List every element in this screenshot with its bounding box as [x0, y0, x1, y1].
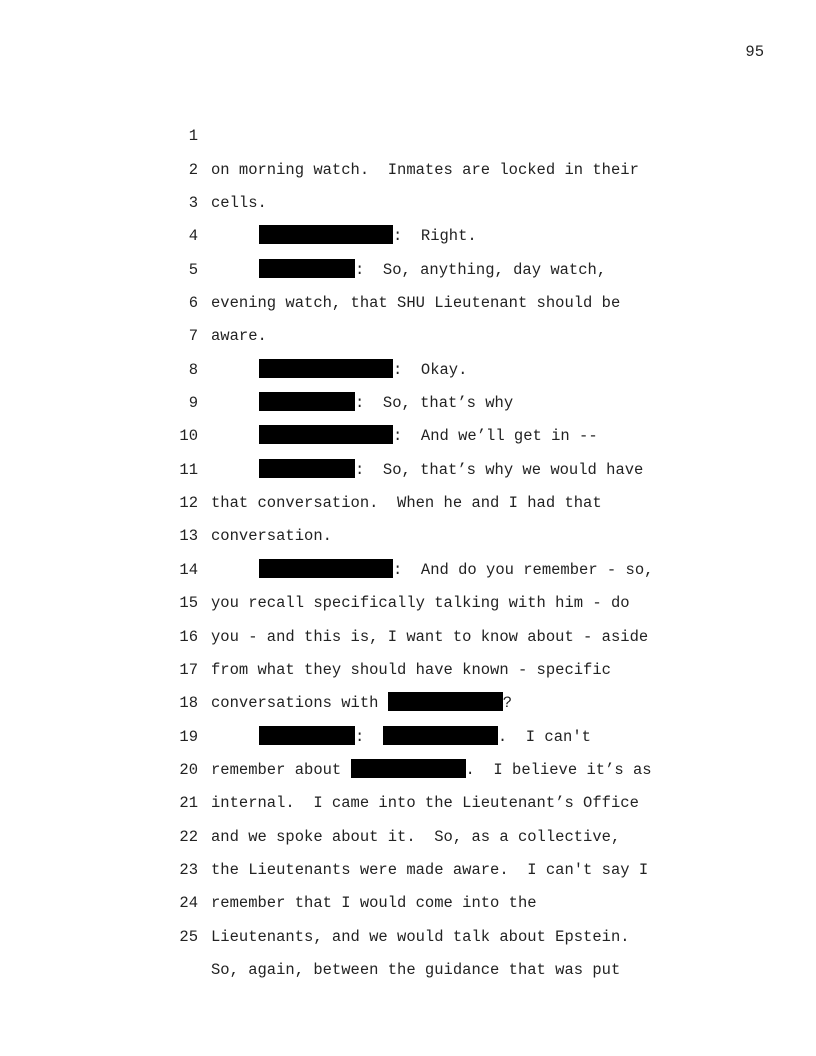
- line-number: 22: [179, 827, 198, 846]
- line-text: aware.: [211, 327, 267, 346]
- line-text: . I believe it’s as: [465, 760, 652, 779]
- line-number: 11: [179, 460, 198, 479]
- line-number: 7: [188, 327, 198, 346]
- line-text: remember about: [211, 760, 351, 779]
- line-number: 21: [179, 794, 198, 813]
- line-number: 8: [188, 360, 198, 379]
- line-text: : Okay.: [393, 360, 468, 379]
- line-number: 23: [179, 860, 198, 879]
- line-text: cells.: [211, 194, 267, 213]
- line-number: 24: [179, 894, 198, 913]
- line-text: : So, that’s why: [355, 394, 514, 413]
- transcript-line: [0, 87, 816, 179]
- line-number: 14: [179, 560, 198, 579]
- line-number: 19: [179, 727, 198, 746]
- line-number: 15: [179, 594, 198, 613]
- line-number: 6: [188, 294, 198, 313]
- line-number: 13: [179, 527, 198, 546]
- line-text: : So, anything, day watch,: [355, 260, 607, 279]
- line-number: 4: [188, 227, 198, 246]
- line-text: remember that I would come into the: [211, 894, 537, 913]
- line-number: 10: [179, 427, 198, 446]
- line-number: 18: [179, 694, 198, 713]
- line-number: 3: [188, 194, 198, 213]
- line-text: : Right.: [393, 227, 477, 246]
- transcript-body: [0, 87, 816, 979]
- line-number: 12: [179, 494, 198, 513]
- line-number: 20: [179, 760, 198, 779]
- line-text: you recall specifically talking with him - do: [211, 594, 630, 613]
- line-text: So, again, between the guidance that was put: [211, 960, 621, 979]
- line-number: 9: [188, 394, 198, 413]
- line-number: 25: [179, 927, 198, 946]
- line-text: evening watch, that SHU Lieutenant should be: [211, 294, 621, 313]
- line-number: 17: [179, 660, 198, 679]
- line-text: from what they should have known - specific: [211, 660, 611, 679]
- line-text: that conversation. When he and I had that: [211, 494, 602, 513]
- line-text: ?: [502, 694, 513, 713]
- line-text: : So, that’s why we would have: [355, 460, 644, 479]
- page-number: 95: [745, 43, 764, 61]
- line-number: 5: [188, 260, 198, 279]
- line-text: conversation.: [211, 527, 332, 546]
- line-text: . I can't: [497, 727, 591, 746]
- line-text: : And we’ll get in --: [393, 427, 598, 446]
- line-number: 2: [188, 160, 198, 179]
- line-text: internal. I came into the Lieutenant’s Office: [211, 794, 639, 813]
- line-text: : And do you remember - so,: [393, 560, 654, 579]
- line-number: 1: [188, 127, 198, 146]
- line-text: :: [355, 727, 383, 746]
- line-text: conversations with: [211, 694, 388, 713]
- line-text: Lieutenants, and we would talk about Epstein.: [211, 927, 630, 946]
- line-text: and we spoke about it. So, as a collective,: [211, 827, 621, 846]
- line-text: you - and this is, I want to know about - aside: [211, 627, 649, 646]
- line-text: the Lieutenants were made aware. I can't say I: [211, 860, 649, 879]
- line-number: 16: [179, 627, 198, 646]
- line-text: on morning watch. Inmates are locked in their: [211, 160, 639, 179]
